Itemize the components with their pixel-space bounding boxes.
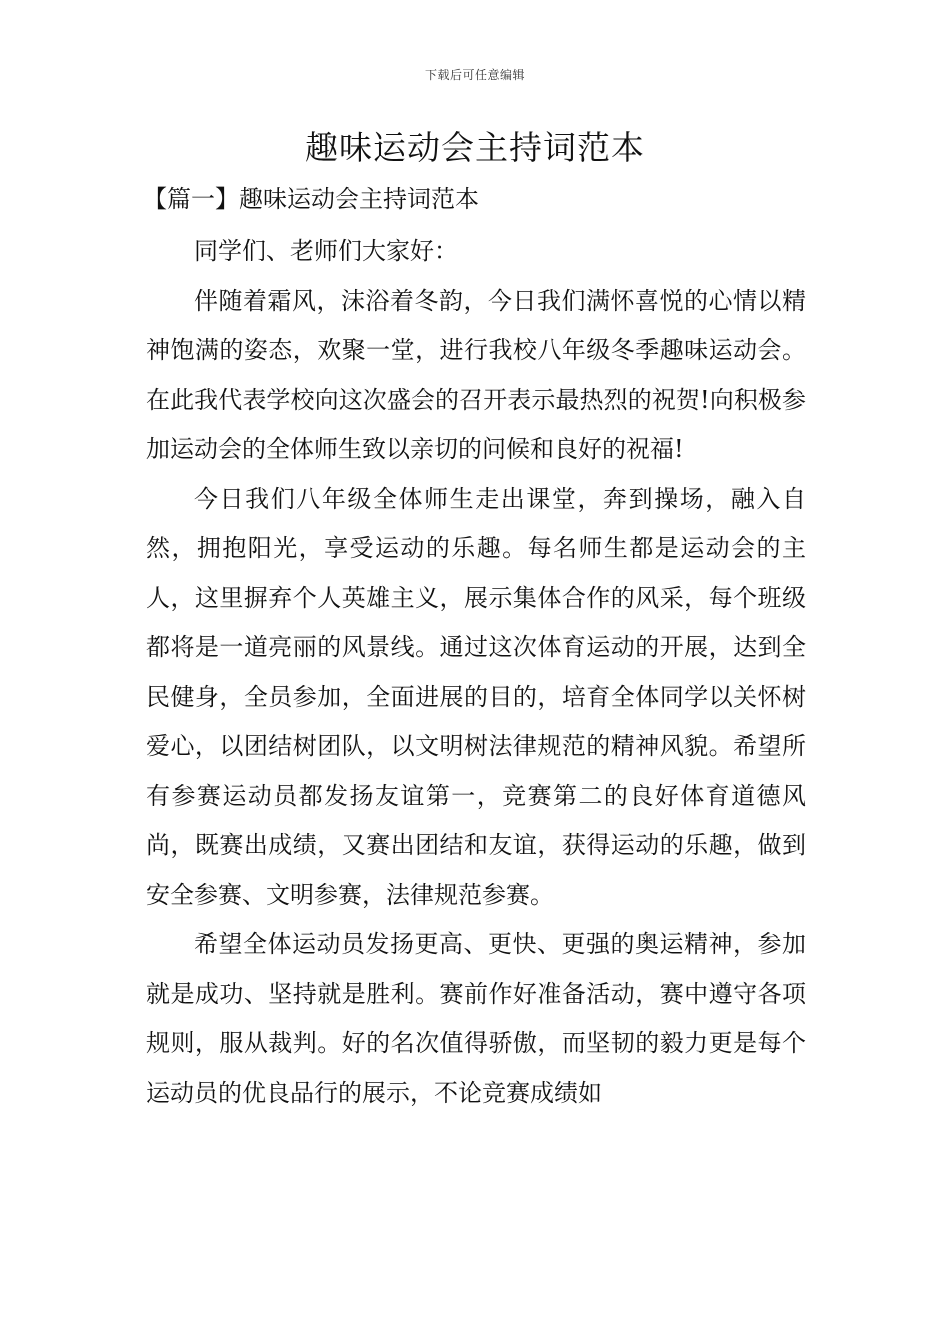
body-text	[146, 227, 806, 1118]
section-heading: 【篇一】趣味运动会主持词范本	[143, 185, 479, 213]
header-note: 下载后可任意编辑	[424, 68, 525, 82]
paragraph-greeting: 同学们、老师们大家好：	[194, 237, 458, 265]
paragraph: 今日我们八年级全体师生走出课堂，奔到操场，融入自然，拥抱阳光，享受运动的乐趣。每名师生都是运动会的主人，这里摒弃个人英雄主义，展示集体合作的风采，每个班级都将是一道亮丽的风景线。通过这次体育运动的开展，达到全民健身，全员参加，全面进展的目的，培育全体同学以关怀树爱心，以团结树团队，以文明树法律规范的精神风貌。希望所有参赛运动员都发扬友谊第一，竞赛第二的良好体育道德风尚，既赛出成绩，又赛出团结和友谊，获得运动的乐趣，做到安全参赛、文明参赛，法律规范参赛。	[146, 484, 806, 909]
paragraph: 希望全体运动员发扬更高、更快、更强的奥运精神，参加就是成功、坚持就是胜利。赛前作好准备活动，赛中遵守各项规则，服从裁判。好的名次值得骄傲，而坚韧的毅力更是每个运动员的优良品行的展示，不论竞赛成绩如	[146, 930, 806, 1107]
document-title: 趣味运动会主持词范本	[305, 128, 645, 167]
paragraph: 伴随着霜风，沫浴着冬韵，今日我们满怀喜悦的心情以精神饱满的姿态，欢聚一堂，进行我校八年级冬季趣味运动会。在此我代表学校向这次盛会的召开表示最热烈的祝贺!向积极参加运动会的全体师生致以亲切的问候和良好的祝福!	[146, 286, 806, 463]
